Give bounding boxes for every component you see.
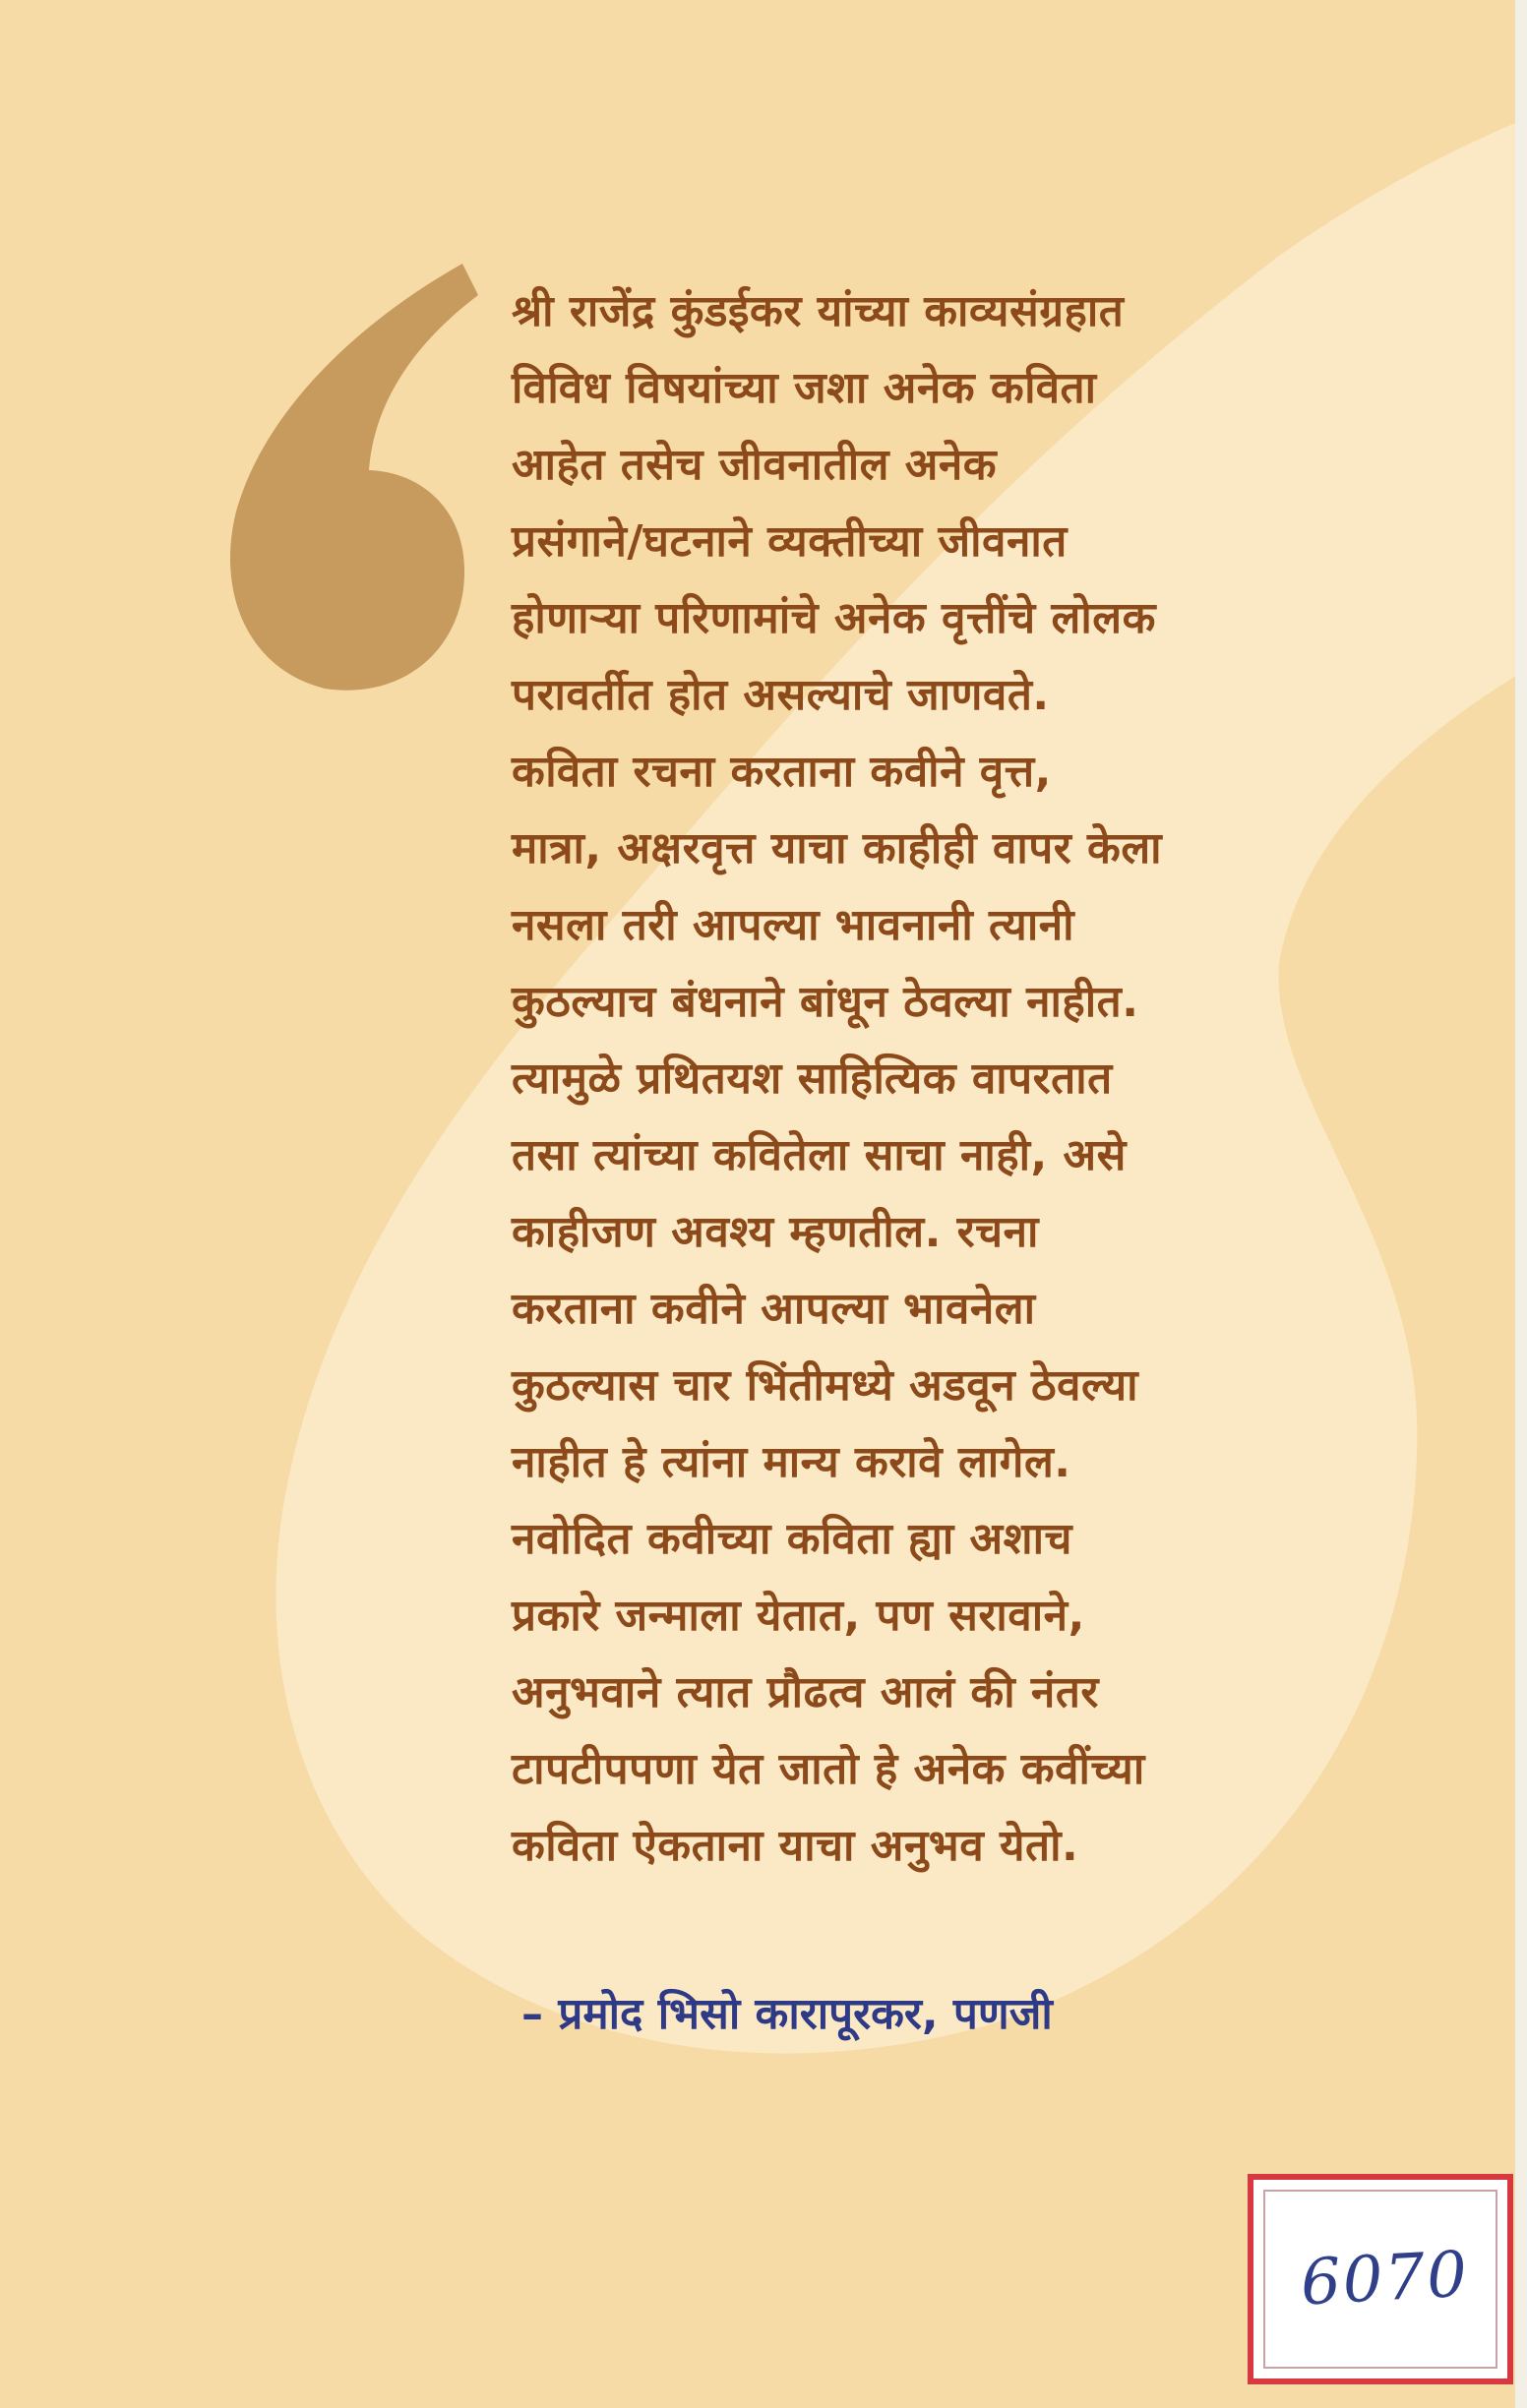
scan-edge bbox=[1515, 0, 1527, 2408]
text-line: कुठल्याच बंधनाने बांधून ठेवल्या नाहीत. bbox=[512, 977, 1139, 1027]
library-number-sticker bbox=[1248, 2174, 1513, 2384]
quote-mark-icon bbox=[230, 264, 478, 691]
text-line: विविध विषयांच्या जशा अनेक कविता bbox=[512, 363, 1097, 413]
text-line: अनुभवाने त्यात प्रौढत्व आलं की नंतर bbox=[512, 1667, 1099, 1717]
text-line: तसा त्यांच्या कवितेला साचा नाही, असे bbox=[512, 1130, 1127, 1180]
text-line: टापटीपपणा येत जातो हे अनेक कवींच्या bbox=[512, 1744, 1145, 1794]
text-line: नवोदित कवीच्या कविता ह्या अशाच bbox=[512, 1514, 1072, 1564]
text-line: नसला तरी आपल्या भावनानी त्यानी bbox=[512, 900, 1075, 950]
text-line: कविता ऐकताना याचा अनुभव येतो. bbox=[512, 1821, 1079, 1871]
text-line: त्यामुळे प्रथितयश साहित्यिक वापरतात bbox=[512, 1054, 1113, 1104]
text-line: कविता रचना करताना कवीने वृत्त, bbox=[512, 747, 1052, 797]
text-line: नाहीत हे त्यांना मान्य करावे लागेल. bbox=[512, 1437, 1071, 1487]
text-line: प्रकारे जन्माला येतात, पण सरावाने, bbox=[512, 1591, 1085, 1641]
author-attribution: – प्रमोद भिसो कारापूरकर, पणजी bbox=[521, 1989, 1053, 2039]
text-line: मात्रा, अक्षरवृत्त याचा काहीही वापर केला bbox=[512, 823, 1163, 873]
text-line: कुठल्यास चार भिंतीमध्ये अडवून ठेवल्या bbox=[512, 1360, 1139, 1411]
text-line: काहीजण अवश्य म्हणतील. रचना bbox=[512, 1207, 1039, 1257]
poetry-review-text bbox=[512, 273, 1417, 1885]
sticker-number: 6070 bbox=[1299, 2238, 1471, 2320]
text-line: करताना कवीने आपल्या भावनेला bbox=[512, 1284, 1036, 1334]
text-line: श्री राजेंद्र कुंडईकर यांच्या काव्यसंग्रहात bbox=[512, 286, 1125, 336]
text-line: प्रसंगाने/घटनाने व्यक्तीच्या जीवनात bbox=[512, 516, 1068, 567]
text-line: परावर्तीत होत असल्याचे जाणवते. bbox=[512, 670, 1050, 720]
text-line: होणाऱ्या परिणामांचे अनेक वृत्तींचे लोलक bbox=[512, 593, 1156, 643]
text-line: आहेत तसेच जीवनातील अनेक bbox=[512, 440, 998, 490]
